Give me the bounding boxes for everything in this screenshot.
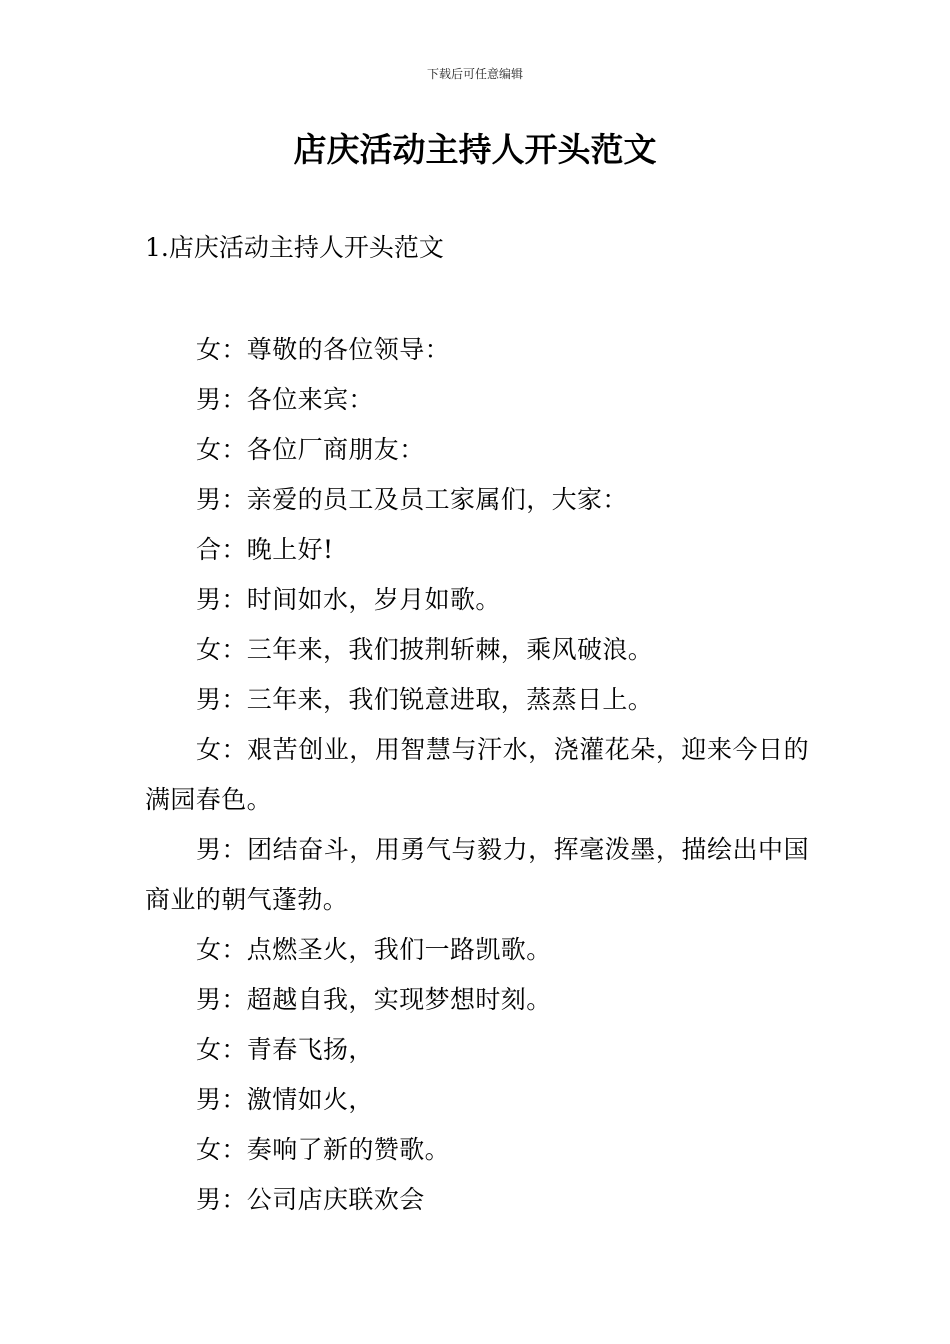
dialogue-body: [145, 325, 809, 1225]
dialogue-line: 女：点燃圣火，我们一路凯歌。: [196, 935, 552, 964]
dialogue-line: 男：超越自我，实现梦想时刻。: [196, 985, 552, 1014]
dialogue-line: 女：尊敬的各位领导：: [196, 335, 451, 364]
dialogue-line: 男：公司店庆联欢会: [196, 1185, 425, 1214]
dialogue-line: 女：艰苦创业，用智慧与汗水，浇灌花朵，迎来今日的满园春色。: [145, 735, 809, 814]
document-title: 店庆活动主持人开头范文: [293, 130, 657, 169]
dialogue-line: 男：三年来，我们锐意进取，蒸蒸日上。: [196, 685, 654, 714]
dialogue-line: 男：团结奋斗，用勇气与毅力，挥毫泼墨，描绘出中国商业的朝气蓬勃。: [145, 835, 809, 914]
dialogue-line: 女：三年来，我们披荆斩棘，乘风破浪。: [196, 635, 654, 664]
dialogue-line: 男：各位来宾：: [196, 385, 374, 414]
dialogue-line: 女：各位厂商朋友：: [196, 435, 425, 464]
header-note: 下载后可任意编辑: [426, 67, 523, 81]
dialogue-line: 男：亲爱的员工及员工家属们，大家：: [196, 485, 628, 514]
dialogue-line: 男：时间如水，岁月如歌。: [196, 585, 501, 614]
dialogue-line: 女：奏响了新的赞歌。: [196, 1135, 451, 1164]
dialogue-line: 男：激情如火，: [196, 1085, 374, 1114]
dialogue-line: 合：晚上好!: [196, 535, 334, 564]
dialogue-line: 女：青春飞扬，: [196, 1035, 374, 1064]
section-heading: 1.店庆活动主持人开头范文: [145, 233, 444, 262]
